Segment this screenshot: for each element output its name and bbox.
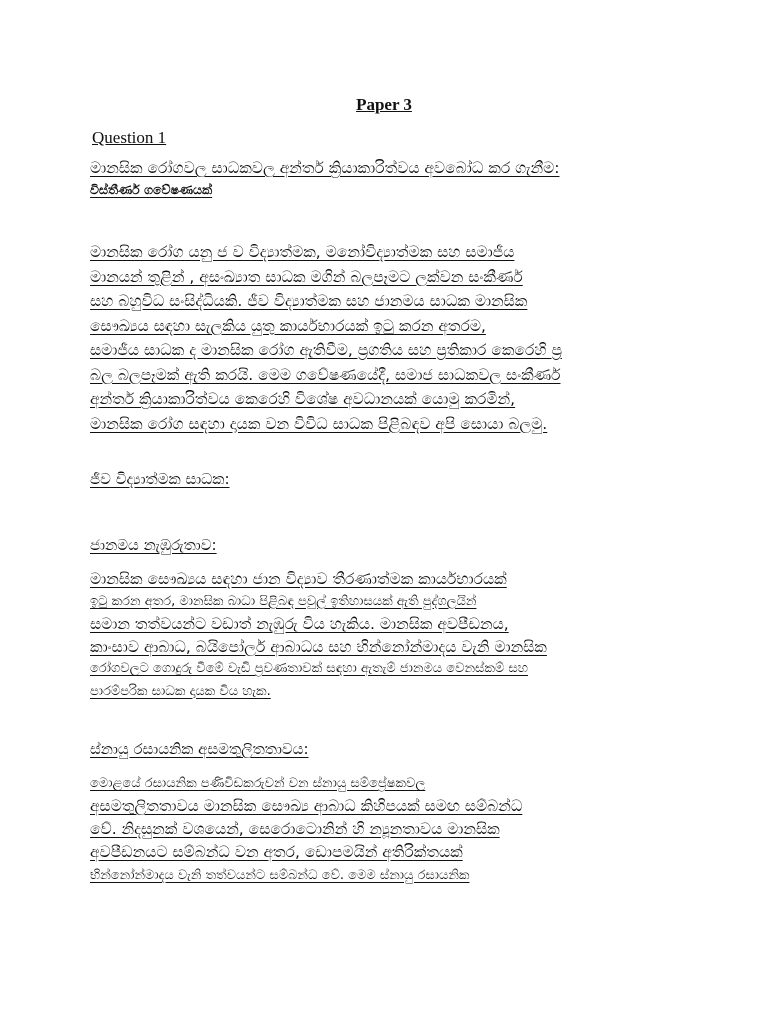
neurochemical-paragraph bbox=[90, 772, 690, 887]
paragraph-line: සමාන තත්වයන්ට වඩාත් නැඹුරු විය හැකිය. මානසික අවපීඩනය, bbox=[90, 615, 509, 633]
essay-title-line: මානසික රෝගවල සාධකවල අන්තර් ක්‍රියාකාරිත්වය අවබෝධ කර ගැනීම: bbox=[90, 159, 560, 177]
genetics-paragraph bbox=[90, 568, 690, 703]
paragraph-line: බල බලපෑමක් ඇති කරයි. මෙම ගවේෂණයේදී, සමාජ සාධකවල සංකීර්ණ bbox=[90, 365, 561, 384]
paper-title: Paper 3 bbox=[356, 95, 412, 114]
intro-paragraph bbox=[90, 240, 690, 436]
paragraph-line: සහ බහුවිධ සංසිද්ධියකි. ජීව විද්‍යාත්මක සහ ජානමය සාධක මානසික bbox=[90, 292, 528, 310]
section-heading-biological: ජීව විද්‍යාත්මක සාධක: bbox=[90, 470, 230, 488]
paragraph-line: භින්නෝන්මාදය වැනි තත්වයන්ට සම්බන්ධ වේ. මෙම ස්නායු රසායනික bbox=[90, 868, 470, 883]
paragraph-line: සමාජීය සාධක ද මානසික රෝග ඇතිවීම, ප්‍රගතිය සහ ප්‍රතිකාර කෙරෙහි ප්‍ර bbox=[90, 341, 562, 359]
paragraph-line: පාරම්පරික සාධක දායක විය හැක. bbox=[90, 683, 271, 699]
essay-title bbox=[90, 156, 690, 200]
essay-title-line: විස්තීර්ණ ගවේෂණයක් bbox=[90, 182, 213, 197]
paragraph-line: මානසික රෝග යනු ජ ව විද්‍යාත්මක, මනෝවිද්‍යාත්මක සහ සමාජීය bbox=[90, 243, 515, 261]
question-label: Question 1 bbox=[92, 128, 167, 147]
paragraph-line: කාංසාව ආබාධ, බයිපෝලර් ආබාධය සහ භින්නෝන්මාදය වැනි මානසික bbox=[90, 637, 547, 656]
paragraph-line: මානයන් තුළින් , අසංඛ්‍යාත සාධක මගින් බලපෑමට ලක්වන සංකීර්ණ bbox=[90, 267, 523, 286]
section-heading-genetics: ජානමය නැඹුරුතාව: bbox=[90, 536, 217, 554]
paragraph-line: අසමතුලිතතාවය මානසික සෞඛ්‍ය ආබාධ කිහිපයක් සමඟ සම්බන්ධ bbox=[90, 797, 523, 815]
section-heading-neurochemical: ස්නායු රසායනික අසමතුලිතතාවය: bbox=[90, 740, 309, 758]
paragraph-line: වේ. නිදසුනක් වශයෙන්, සෙරොටොනින් හි න්‍යූනතාවය මානසික bbox=[90, 820, 500, 838]
paragraph-line: රෝගවලට ගොදුරු වීමේ වැඩි ප්‍රවණතාවක් සඳහා ඇතැම් ජානමය වෙනස්කම් සහ bbox=[90, 661, 528, 676]
paragraph-line: අවපීඩනයට සම්බන්ධ වන අතර, ඩොපමයින් අතිරික්තයක් bbox=[90, 843, 463, 861]
paragraph-line: මොළයේ රසායනික පණිවිඩකරුවන් වන ස්නායු සම්ප්‍රේෂකවල bbox=[90, 776, 426, 791]
paragraph-line: ඉටු කරන අතර, මානසික බාධා පිළිබඳ පවුල් ඉතිහාසයක් ඇති පුද්ගලයින් bbox=[90, 593, 477, 609]
paragraph-line: මානසික සෞඛ්‍යය සඳහා ජාන විද්‍යාව තීරණාත්මක කාර්යභාරයක් bbox=[90, 570, 507, 588]
paragraph-line: අන්තර් ක්‍රියාකාරිත්වය කෙරෙහි විශේෂ අවධානයක් යොමු කරමින්, bbox=[90, 390, 516, 408]
paragraph-line: මානසික රෝග සඳහා දායක වන විවිධ සාධක පිළිබඳව අපි සොයා බලමු. bbox=[90, 414, 548, 433]
paragraph-line: සෞඛ්‍යය සඳහා සැලකිය යුතු කාර්යභාරයක් ඉටු කරන අතරම, bbox=[90, 316, 486, 335]
